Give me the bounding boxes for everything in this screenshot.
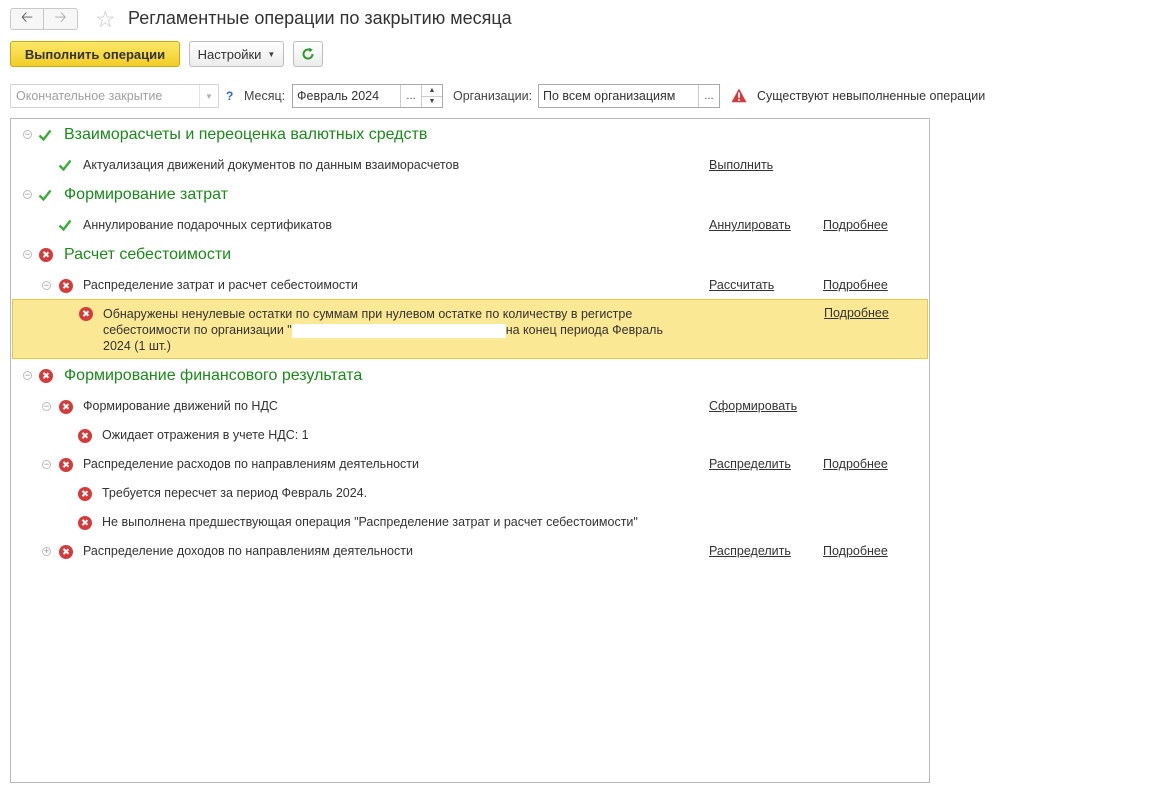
checkmark-icon (38, 128, 52, 142)
operation-label: Распределение расходов по направлениям деятельности (83, 457, 420, 471)
collapse-toggle-icon[interactable]: − (24, 249, 31, 259)
operation-label: Распределение доходов по направлениям деятельности (83, 544, 413, 558)
group-title: Формирование затрат (64, 186, 229, 203)
checkmark-icon (58, 218, 72, 232)
error-icon (59, 458, 73, 472)
operation-label: Актуализация движений документов по данным взаиморасчетов (83, 158, 460, 172)
operation-row[interactable] (11, 213, 929, 237)
organizations-pick-button[interactable]: ... (698, 85, 719, 107)
checkmark-icon (38, 188, 52, 202)
error-detail-row[interactable] (11, 510, 929, 534)
month-pick-button[interactable]: ... (400, 85, 421, 107)
collapse-toggle-icon[interactable]: − (24, 129, 31, 139)
details-link[interactable]: Подробнее (823, 457, 888, 471)
error-icon (78, 429, 92, 443)
group-row[interactable] (11, 243, 929, 267)
error-icon (39, 369, 53, 383)
calculate-link[interactable]: Рассчитать (709, 278, 775, 292)
error-icon (59, 545, 73, 559)
month-spinner[interactable] (421, 85, 442, 107)
operations-tree (10, 118, 930, 783)
refresh-icon (301, 47, 315, 61)
error-detail-row[interactable] (11, 423, 929, 447)
chevron-down-icon[interactable]: ▼ (199, 85, 218, 107)
forward-button[interactable] (44, 8, 78, 30)
details-link[interactable]: Подробнее (823, 544, 888, 558)
organizations-value: По всем организациям (543, 89, 676, 103)
chevron-down-icon: ▼ (267, 49, 276, 59)
warning-message: Существуют невыполненные операции (757, 89, 986, 103)
error-icon (59, 279, 73, 293)
closing-mode-value: Окончательное закрытие (16, 89, 163, 103)
arrow-right-icon: 🡢 (54, 8, 67, 26)
settings-label: Настройки (197, 46, 262, 62)
error-detail-text-start: Обнаружены ненулевые остатки по суммам при нулевом остатке по количеству в регистре себестоимости по организации " (103, 307, 633, 337)
refresh-button[interactable] (293, 41, 323, 67)
month-label: Месяц: (244, 89, 286, 103)
settings-button[interactable] (189, 41, 284, 67)
distribute-link[interactable]: Распределить (709, 457, 791, 471)
operation-row[interactable] (11, 273, 929, 297)
annul-link[interactable]: Аннулировать (709, 218, 791, 232)
collapse-toggle-icon[interactable]: − (43, 401, 50, 411)
error-detail-text: Ожидает отражения в учете НДС: 1 (102, 428, 309, 442)
operation-label: Аннулирование подарочных сертификатов (83, 218, 332, 232)
warning-icon (731, 88, 747, 103)
error-icon (59, 400, 73, 414)
back-button[interactable] (10, 8, 44, 30)
navigation-buttons (10, 8, 78, 30)
month-value: Февраль 2024 (297, 89, 380, 103)
organization-redacted (292, 324, 506, 338)
closing-mode-select[interactable] (10, 84, 219, 108)
error-icon (79, 307, 93, 321)
arrow-left-icon: 🡠 (20, 8, 34, 26)
group-title: Взаиморасчеты и переоценка валютных средств (64, 126, 428, 143)
details-link[interactable]: Подробнее (823, 278, 888, 292)
group-row[interactable] (11, 183, 929, 207)
operation-row[interactable] (11, 153, 929, 177)
group-title: Формирование финансового результата (64, 367, 363, 384)
details-link[interactable]: Подробнее (824, 306, 889, 320)
operation-row[interactable] (11, 452, 929, 476)
spin-up-icon[interactable]: ▲ (422, 85, 442, 97)
error-icon (78, 516, 92, 530)
group-row[interactable] (11, 123, 929, 147)
distribute-link[interactable]: Распределить (709, 544, 791, 558)
execute-link[interactable]: Выполнить (709, 158, 774, 172)
error-detail-row[interactable] (11, 481, 929, 505)
organizations-field[interactable] (538, 84, 720, 108)
operation-label: Формирование движений по НДС (83, 399, 278, 413)
operation-label: Распределение затрат и расчет себестоимости (83, 278, 358, 292)
collapse-toggle-icon[interactable]: − (43, 459, 50, 469)
checkmark-icon (58, 158, 72, 172)
help-icon[interactable]: ? (226, 89, 234, 103)
group-title: Расчет себестоимости (64, 246, 232, 263)
collapse-toggle-icon[interactable]: − (24, 370, 31, 380)
collapse-toggle-icon[interactable]: − (24, 189, 31, 199)
page-title: Регламентные операции по закрытию месяца (128, 8, 512, 28)
group-row[interactable] (11, 364, 929, 388)
spin-down-icon[interactable]: ▼ (428, 98, 436, 106)
operation-row[interactable] (11, 394, 929, 418)
error-detail-text-end: на конец периода Февраль 2024 (1 шт.) (103, 323, 663, 353)
generate-link[interactable]: Сформировать (709, 399, 798, 413)
error-detail-text: Требуется пересчет за период Февраль 2024. (102, 486, 368, 500)
error-icon (78, 487, 92, 501)
error-detail-row-selected[interactable] (12, 299, 928, 359)
run-operations-button[interactable]: Выполнить операции (10, 41, 180, 67)
collapse-toggle-icon[interactable]: − (43, 280, 50, 290)
error-detail-text: Не выполнена предшествующая операция "Распределение затрат и расчет себестоимости" (102, 515, 638, 529)
error-detail-text (103, 306, 693, 354)
details-link[interactable]: Подробнее (823, 218, 888, 232)
favorite-star-icon[interactable]: ☆ (95, 6, 116, 32)
organizations-label: Организации: (453, 89, 533, 103)
month-field[interactable] (292, 84, 443, 108)
error-icon (39, 248, 53, 262)
operation-row[interactable] (11, 539, 929, 563)
expand-toggle-icon[interactable]: + (43, 546, 50, 556)
